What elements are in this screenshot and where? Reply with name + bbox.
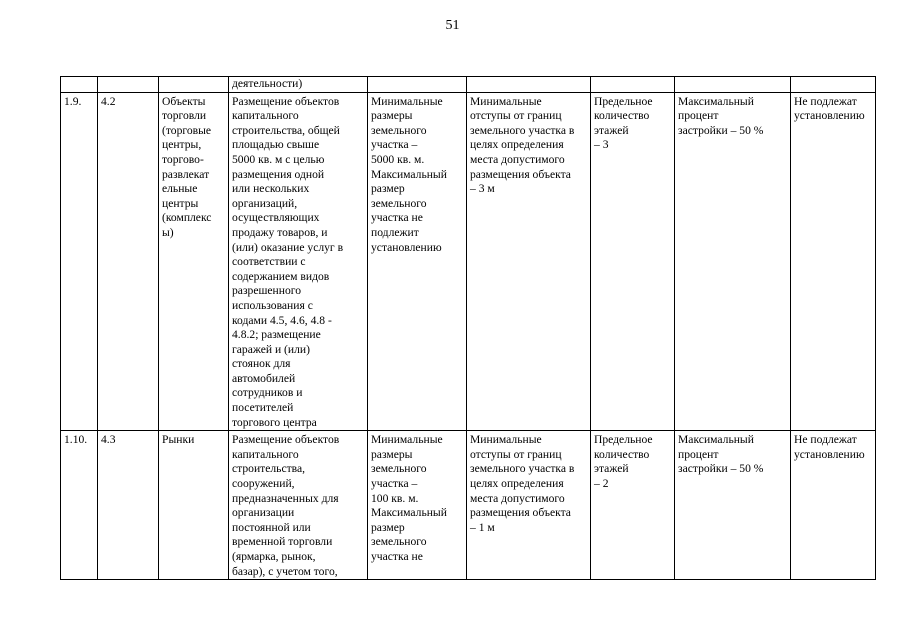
table-row [61, 92, 876, 431]
coverage-cell [675, 77, 791, 93]
floors-cell [591, 77, 675, 93]
other-params-cell [791, 77, 876, 93]
use-name-cell [159, 77, 229, 93]
table-row [61, 77, 876, 93]
plot-size-cell: Минимальные размеры земельного участка – 100 кв. м. Максимальный размер земельного участка не [368, 431, 467, 580]
coverage-cell: Максимальный процент застройки – 50 % [675, 92, 791, 431]
use-description-cell: Размещение объектов капитального строительства, общей площадью свыше 5000 кв. м с целью размещения одной или нескольких организаций, осуществляющих продажу товаров, и (или) оказание услуг в соответствии с содержанием видов разрешенного использования с кодами 4.5, 4.6, 4.8 - 4.8.2; размещение гаражей и (или) стоянок для автомобилей сотрудников и посетителей торгового центра [229, 92, 368, 431]
page-number: 51 [445, 18, 460, 33]
use-description-cell: деятельности) [229, 77, 368, 93]
use-name-cell: Рынки [159, 431, 229, 580]
plot-size-cell [368, 77, 467, 93]
floors-cell: Предельное количество этажей – 3 [591, 92, 675, 431]
use-code-cell [98, 77, 159, 93]
other-params-cell: Не подлежат установлению [791, 431, 876, 580]
zoning-regulations-table [60, 76, 876, 580]
setback-cell: Минимальные отступы от границ земельного участка в целях определения места допустимого размещения объекта – 1 м [467, 431, 591, 580]
use-description-cell: Размещение объектов капитального строительства, сооружений, предназначенных для организации постоянной или временной торговли (ярмарка, рынок, базар), с учетом того, [229, 431, 368, 580]
use-code-cell: 4.2 [98, 92, 159, 431]
row-number-cell: 1.10. [61, 431, 98, 580]
floors-cell: Предельное количество этажей – 2 [591, 431, 675, 580]
setback-cell: Минимальные отступы от границ земельного участка в целях определения места допустимого размещения объекта – 3 м [467, 92, 591, 431]
coverage-cell: Максимальный процент застройки – 50 % [675, 431, 791, 580]
table-row [61, 431, 876, 580]
other-params-cell: Не подлежат установлению [791, 92, 876, 431]
plot-size-cell: Минимальные размеры земельного участка – 5000 кв. м. Максимальный размер земельного участка не подлежит установлению [368, 92, 467, 431]
use-name-cell: Объекты торговли (торговые центры, торгово- развлекат ельные центры (комплекс ы) [159, 92, 229, 431]
use-code-cell: 4.3 [98, 431, 159, 580]
setback-cell [467, 77, 591, 93]
row-number-cell [61, 77, 98, 93]
row-number-cell: 1.9. [61, 92, 98, 431]
